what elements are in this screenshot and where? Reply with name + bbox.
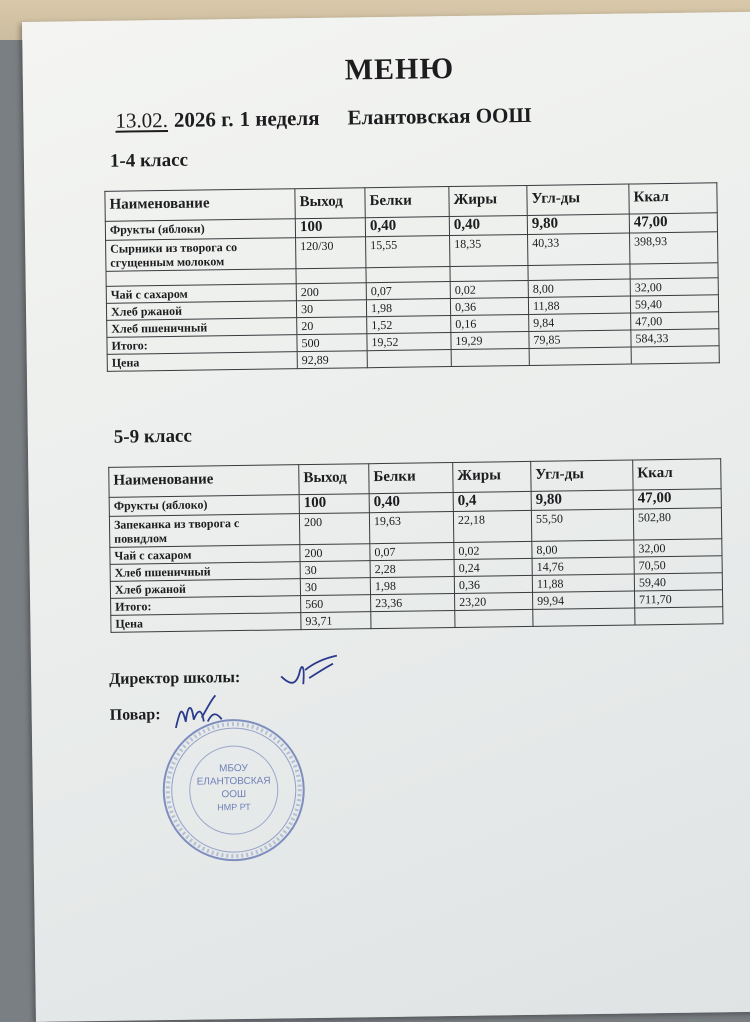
cell-protein: 0,07 xyxy=(366,282,450,300)
cell-protein: 2,28 xyxy=(370,560,454,578)
date-line xyxy=(115,103,537,134)
cell-fat: 0,40 xyxy=(449,215,527,235)
header-output: Выход xyxy=(295,188,365,219)
cell-name: Хлеб пшеничный xyxy=(110,562,300,582)
cell-name: Хлеб ржаной xyxy=(110,579,300,599)
menu-date: 13.02. xyxy=(115,107,169,133)
menu-table-5-9 xyxy=(108,458,723,633)
header-name: Наименование xyxy=(109,465,299,498)
cell-name: Хлеб ржаной xyxy=(106,301,296,321)
cell-out: 30 xyxy=(300,578,370,596)
cell-protein: 19,52 xyxy=(367,333,451,351)
cell-carbs: 11,88 xyxy=(528,296,630,314)
cell-name: Чай с сахаром xyxy=(106,284,296,304)
cell-protein: 1,98 xyxy=(370,577,454,595)
cell-fat xyxy=(450,265,528,281)
cell-kcal: 47,00 xyxy=(631,312,719,330)
cell-out: 100 xyxy=(295,218,365,238)
stamp-line-3: ООШ xyxy=(221,788,247,801)
header-kcal: Ккал xyxy=(633,459,721,490)
cell-protein: 0,07 xyxy=(370,543,454,561)
cell-carbs: 9,80 xyxy=(531,490,633,510)
cell-kcal: 32,00 xyxy=(634,539,722,557)
director-signature xyxy=(275,654,346,695)
cell-kcal: 47,00 xyxy=(629,213,717,233)
menu-year: 2026 г. xyxy=(173,107,234,132)
cell-kcal: 711,70 xyxy=(635,590,723,608)
cell-carbs: 79,85 xyxy=(529,330,631,348)
cell-out: 200 xyxy=(296,283,366,301)
cell-carbs: 11,88 xyxy=(532,574,634,592)
cell-fat: 0,02 xyxy=(454,541,532,559)
cell-fat: 0,4 xyxy=(453,491,531,511)
school-name: Елантовская ООШ xyxy=(347,102,532,130)
cell-protein: 19,63 xyxy=(369,512,453,544)
cell-carbs: 55,50 xyxy=(531,509,633,541)
cell-kcal: 32,00 xyxy=(630,278,718,296)
cell-protein xyxy=(367,350,451,368)
cell-kcal xyxy=(631,346,719,364)
cell-kcal: 584,33 xyxy=(631,329,719,347)
cell-name: Итого: xyxy=(107,335,297,355)
cell-fat: 0,16 xyxy=(451,314,529,332)
cell-protein: 0,40 xyxy=(365,217,449,237)
cell-fat: 22,18 xyxy=(453,510,531,542)
cell-carbs xyxy=(529,347,631,365)
stamp-line-2: ЕЛАНТОВСКАЯ xyxy=(196,775,271,788)
cell-fat xyxy=(455,609,533,627)
cell-out: 30 xyxy=(296,300,366,318)
cell-kcal: 398,93 xyxy=(630,232,718,264)
header-name: Наименование xyxy=(105,189,295,222)
director-label: Директор школы: xyxy=(109,669,241,688)
cell-name: Итого: xyxy=(111,596,301,616)
cell-fat xyxy=(451,348,529,366)
cell-out: 20 xyxy=(297,317,367,335)
cell-name: Цена xyxy=(107,352,297,372)
header-kcal: Ккал xyxy=(629,183,717,214)
cell-kcal: 59,40 xyxy=(630,295,718,313)
header-protein: Белки xyxy=(365,187,449,218)
cell-kcal: 502,80 xyxy=(633,508,721,540)
cell-fat: 0,36 xyxy=(454,575,532,593)
header-fat: Жиры xyxy=(453,461,531,492)
header-fat: Жиры xyxy=(449,185,527,216)
section-label-5-9: 5-9 класс xyxy=(113,425,193,448)
section-label-1-4: 1-4 класс xyxy=(109,149,189,172)
cell-fat: 0,36 xyxy=(450,297,528,315)
cell-protein: 1,52 xyxy=(367,316,451,334)
cell-carbs: 99,94 xyxy=(533,591,635,609)
cell-protein: 0,40 xyxy=(369,493,453,513)
cell-carbs xyxy=(528,264,630,280)
cook-label: Повар: xyxy=(109,706,161,724)
cell-carbs: 8,00 xyxy=(532,540,634,558)
cell-fat: 0,24 xyxy=(454,558,532,576)
cell-protein xyxy=(371,611,455,629)
cell-out: 92,89 xyxy=(297,351,367,369)
header-carbs: Угл-ды xyxy=(527,184,629,215)
cell-out: 120/30 xyxy=(296,237,366,269)
cell-carbs: 40,33 xyxy=(528,233,630,265)
cell-carbs: 9,80 xyxy=(527,214,629,234)
cell-name: Цена xyxy=(111,613,301,633)
cell-fat: 18,35 xyxy=(450,234,528,266)
school-stamp xyxy=(160,716,308,864)
header-protein: Белки xyxy=(369,463,453,494)
cell-name: Фрукты (яблоки) xyxy=(105,219,295,241)
cell-carbs: 14,76 xyxy=(532,557,634,575)
cell-fat: 0,02 xyxy=(450,280,528,298)
cell-out: 30 xyxy=(300,561,370,579)
header-output: Выход xyxy=(299,464,369,495)
menu-table-1-4 xyxy=(104,182,719,372)
cell-name: Чай с сахаром xyxy=(110,545,300,565)
cell-kcal xyxy=(630,263,718,279)
cell-kcal: 59,40 xyxy=(634,573,722,591)
cell-kcal xyxy=(635,607,723,625)
cell-kcal: 70,50 xyxy=(634,556,722,574)
cell-carbs: 8,00 xyxy=(528,279,630,297)
page-title: МЕНЮ xyxy=(344,51,455,87)
cell-name: Запеканка из творога с повидлом xyxy=(109,514,299,548)
cell-out: 93,71 xyxy=(301,612,371,630)
cell-carbs: 9,84 xyxy=(529,313,631,331)
cell-out: 560 xyxy=(301,595,371,613)
cell-name: Хлеб пшеничный xyxy=(107,318,297,338)
cell-protein: 1,98 xyxy=(366,299,450,317)
header-carbs: Угл-ды xyxy=(531,460,633,491)
menu-week: 1 неделя xyxy=(239,105,320,131)
cell-protein xyxy=(366,267,450,283)
stamp-line-1: МБОУ xyxy=(219,762,248,775)
cell-out: 200 xyxy=(300,544,370,562)
cell-out: 500 xyxy=(297,334,367,352)
cell-out: 200 xyxy=(299,513,369,545)
menu-sheet xyxy=(22,12,750,1022)
stamp-line-4: НМР РТ xyxy=(217,801,251,813)
cell-out xyxy=(296,268,366,284)
cell-protein: 15,55 xyxy=(366,236,450,268)
cell-fat: 19,29 xyxy=(451,331,529,349)
cell-name: Сырники из творога со сгущенным молоком xyxy=(106,238,296,272)
cell-name: Фрукты (яблоко) xyxy=(109,495,299,517)
cell-protein: 23,36 xyxy=(371,594,455,612)
cell-kcal: 47,00 xyxy=(633,489,721,509)
cell-out: 100 xyxy=(299,494,369,514)
cell-fat: 23,20 xyxy=(455,592,533,610)
cell-carbs xyxy=(533,608,635,626)
